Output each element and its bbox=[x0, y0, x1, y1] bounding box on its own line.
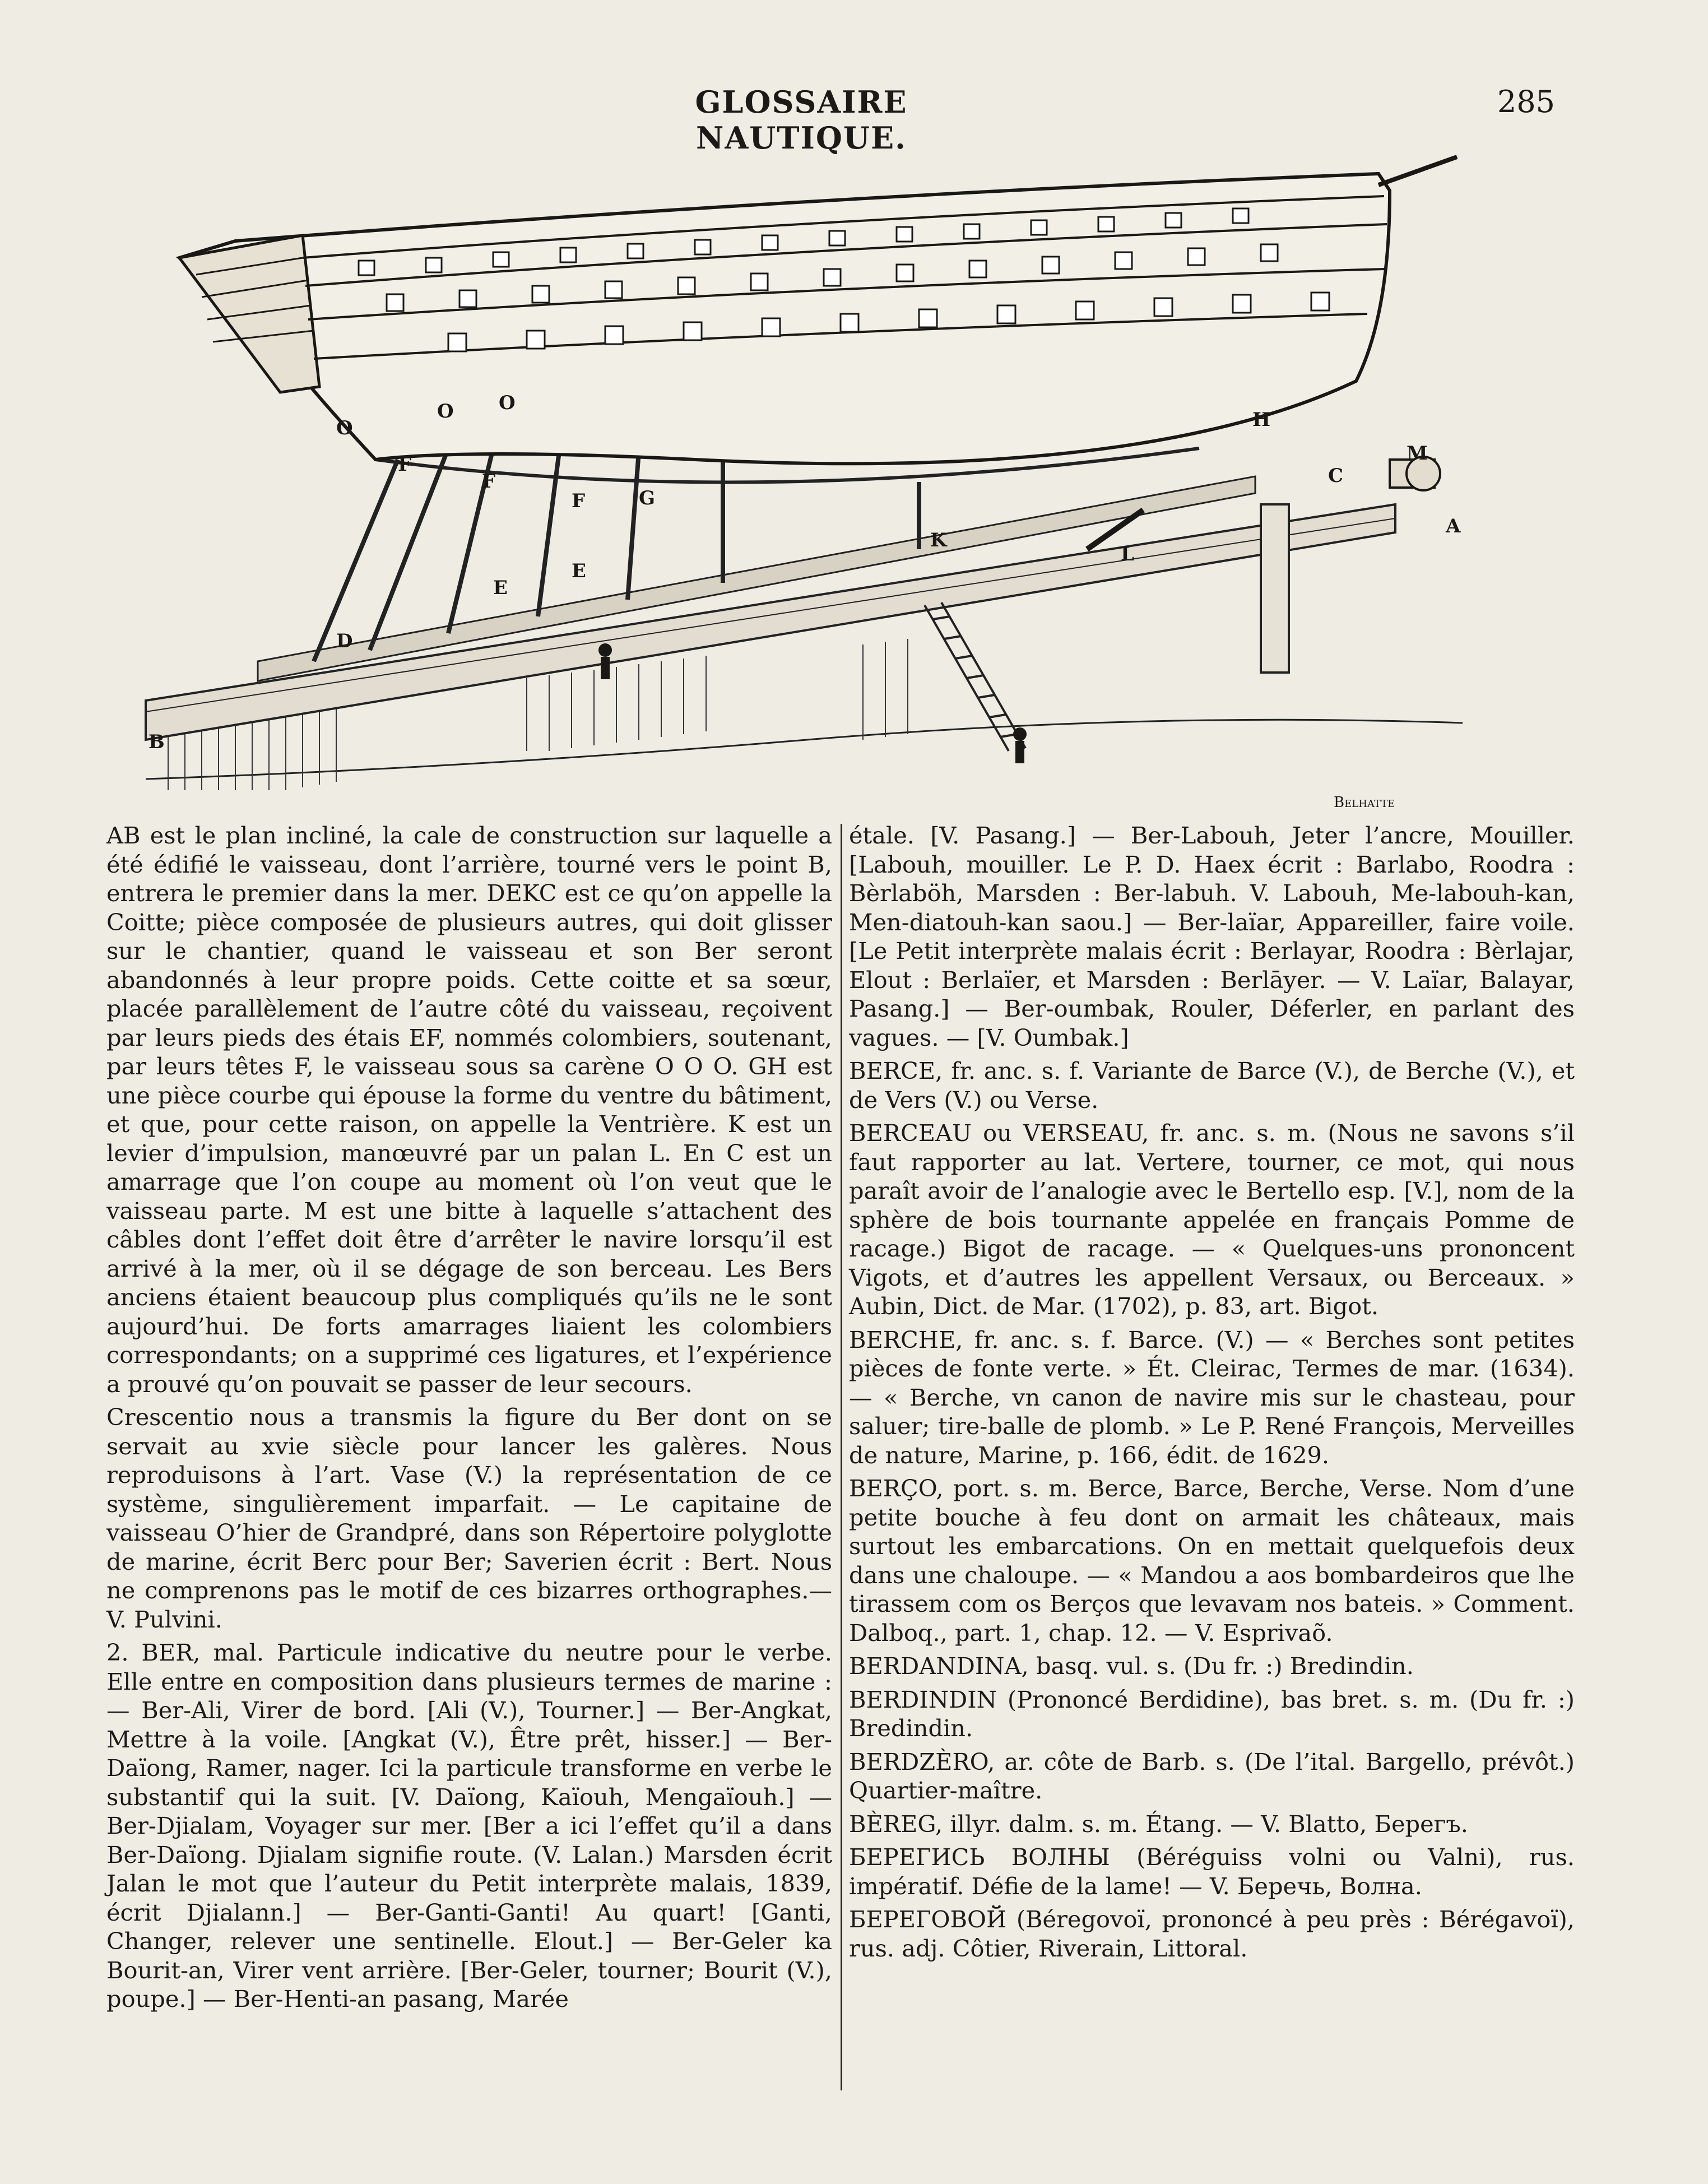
column-divider bbox=[841, 824, 842, 2090]
page-number: 285 bbox=[1497, 84, 1555, 119]
ship-on-slipway-illustration bbox=[134, 146, 1468, 818]
label-O1: O bbox=[336, 417, 353, 439]
label-L: L bbox=[1121, 543, 1134, 565]
label-G: G bbox=[639, 487, 656, 509]
engraver-signature: Belhatte bbox=[1334, 794, 1395, 811]
running-title: GLOSSAIRE NAUTIQUE. bbox=[695, 84, 908, 156]
ship-launch-engraving bbox=[134, 146, 1468, 818]
label-C: C bbox=[1328, 465, 1344, 487]
bow-post bbox=[1261, 504, 1289, 673]
label-F3: F bbox=[572, 490, 586, 512]
right-column bbox=[849, 821, 1575, 1967]
label-A: A bbox=[1446, 515, 1461, 537]
label-F2: F bbox=[482, 470, 496, 493]
entry-berceau: BERCEAU ou VERSEAU, fr. anc. s. m. (Nous ne savons s’il faut rapporter au lat. Vertere, tourner, ce mot, qui nous paraît avoir de l’analogie avec le Bertello esp. [V.], nom de la sphère de bois tournante appelée en français Pomme de racage.) Bigot de racage. — « Quelques-uns prononcent Vigots, et d’autres les appellent Versaux, ou Berceaux. » Aubin, Dict. de Mar. (1702), p. 83, art. Bigot. bbox=[849, 1119, 1575, 1320]
entry-ber-crescentio: Crescentio nous a transmis la figure du Ber dont on se servait au xvie siècle pour lancer les galères. Nous reproduisons à l’art. Vase (V.) la représentation de ce système, singulièrement imparfait. — Le capitaine de vaisseau O’hier de Grandpré, dans son Répertoire polyglotte de marine, écrit Berc pour Ber; Saverien écrit : Bert. Nous ne comprenons pas le motif de ces bizarres orthographes.—V. Pulvini. bbox=[106, 1403, 832, 1633]
label-H: H bbox=[1252, 409, 1271, 431]
label-M: M bbox=[1407, 442, 1428, 465]
left-column bbox=[106, 821, 832, 2018]
entry-berdindin: BERDINDIN (Prononcé Berdidine), bas bret. s. m. (Du fr. :) Bredindin. bbox=[849, 1685, 1575, 1742]
label-O2: O bbox=[437, 400, 454, 423]
label-K: K bbox=[930, 529, 947, 551]
entry-beregovoi: БЕРЕГОВОЙ (Béregovoï, prononcé à peu près : Bérégavoï), rus. adj. Côtier, Riverain, Littoral. bbox=[849, 1905, 1575, 1962]
slipway-AB bbox=[146, 504, 1395, 740]
entry-berche: BERCHE, fr. anc. s. f. Barce. (V.) — « Berches sont petites pièces de fonte verte. » Ét. Cleirac, Termes de mar. (1634). — « Berche, vn canon de navire mis sur le chasteau, pour saluer; tire-balle de plomb. » Le P. René François, Merveilles de nature, Marine, p. 166, édit. de 1629. bbox=[849, 1325, 1575, 1469]
workers bbox=[598, 643, 1027, 763]
label-B: B bbox=[148, 731, 165, 753]
entry-ber-malay: 2. BER, mal. Particule indicative du neutre pour le verbe. Elle entre en composition dans plusieurs termes de marine : — Ber-Ali, Virer de bord. [Ali (V.), Tourner.] — Ber-Angkat, Mettre à la voile. [Angkat (V.), Être prêt, hisser.] — Ber-Daïong, Ramer, nager. Ici la particule transforme en verbe le substantif qui la suit. [V. Daïong, Kaïouh, Mengaïouh.] — Ber-Djialam, Voyager sur mer. [Ber a ici l’effet qu’il a dans Ber-Daïong. Djialam signifie route. (V. Lalan.) Marsden écrit Jalan le mot que l’auteur du Petit interprète malais, 1839, écrit Djialann.] — Ber-Ganti-Ganti! Au quart! [Ganti, Changer, relever une sentinelle. Elout.] — Ber-Geler ka Bourit-an, Virer vent arrière. [Ber-Geler, tourner; Bourit (V.), poupe.] — Ber-Henti-an pasang, Marée bbox=[106, 1639, 832, 2013]
entry-berco: BERÇO, port. s. m. Berce, Barce, Berche, Verse. Nom d’une petite bouche à feu dont on armait les châteaux, mais surtout les embarcations. On en mettait quelquefois deux dans une chaloupe. — « Mandou a aos bombardeiros que lhe tirassem com os Berços que levavam nos bateis. » Comment. Dalboq., part. 1, chap. 12. — V. Esprivaõ. bbox=[849, 1474, 1575, 1647]
entry-berdandina: BERDANDINA, basq. vul. s. (Du fr. :) Bredindin. bbox=[849, 1652, 1414, 1680]
entry-ber-figure-description: AB est le plan incliné, la cale de construction sur laquelle a été édifié le vaisseau, dont l’arrière, tourné vers le point B, entrera le premier dans la mer. DEKC est ce qu’on appelle la Coitte; pièce composée de plusieurs autres, qui doit glisser sur le chantier, quand le vaisseau et son Ber seront abandonnés à leur propre poids. Cette coitte et sa sœur, placée parallèlement de l’autre côté du vaisseau, reçoivent par leurs pieds des étais EF, nommés colombiers, soutenant, par leurs têtes F, le vaisseau sous sa carène O O O. GH est une pièce courbe qui épouse la forme du ventre du bâtiment, et que, pour cette raison, on appelle la Ventrière. K est un levier d’impulsion, manœuvré par un palan L. En C est un amarrage que l’on coupe au moment où l’on veut que le vaisseau parte. M est une bitte à laquelle s’attachent des câbles dont l’effet doit être d’arrêter le navire lorsqu’il est arrivé à la mer, où il se dégage de son berceau. Les Bers anciens étaient beaucoup plus compliqués qu’ils ne le sont aujourd’hui. De forts amarrages liaient les colombiers correspondants; on a supprimé ces ligatures, et l’expérience a prouvé qu’on pouvait se passer de leur secours. bbox=[106, 822, 832, 1398]
label-E2: E bbox=[572, 560, 586, 582]
entry-berdzero: BERDZÈRO, ar. côte de Barb. s. (De l’ital. Bargello, prévôt.) Quartier-maître. bbox=[849, 1747, 1575, 1804]
bowsprit bbox=[1379, 157, 1457, 185]
entry-ber-malay-cont: étale. [V. Pasang.] — Ber-Labouh, Jeter l’ancre, Mouiller. [Labouh, mouiller. Le P. D. Haex écrit : Barlabo, Roodra : Bèrlaböh, Marsden : Ber-labuh. V. Labouh, Me-labouh-kan, Men-diatouh-kan saou.] — Ber-laïar, Appareiller, faire voile. [Le Petit interprète malais écrit : Berlayar, Roodra : Bèrlajar, Elout : Berlaïer, et Marsden : Berlāyer. — V. Laïar, Balayar, Pasang.] — Ber-oumbak, Rouler, Déferler, en parlant des vagues. — [V. Oumbak.] bbox=[849, 822, 1575, 1051]
entry-bereg: BÈREG, illyr. dalm. s. m. Étang. — V. Blatto, Берегъ. bbox=[849, 1810, 1468, 1838]
label-E1: E bbox=[493, 577, 508, 599]
label-O3: O bbox=[499, 392, 516, 414]
label-D: D bbox=[336, 630, 353, 652]
label-F1: F bbox=[398, 453, 412, 476]
entry-berce: BERCE, fr. anc. s. f. Variante de Barce (V.), de Berche (V.), et de Vers (V.) ou Verse. bbox=[849, 1057, 1575, 1114]
entry-beregis-volny: БЕРЕГИСЬ ВОЛНЫ (Béréguiss volni ou Valni), rus. impératif. Défie de la lame! — V. Беречь, Волна. bbox=[849, 1843, 1575, 1900]
